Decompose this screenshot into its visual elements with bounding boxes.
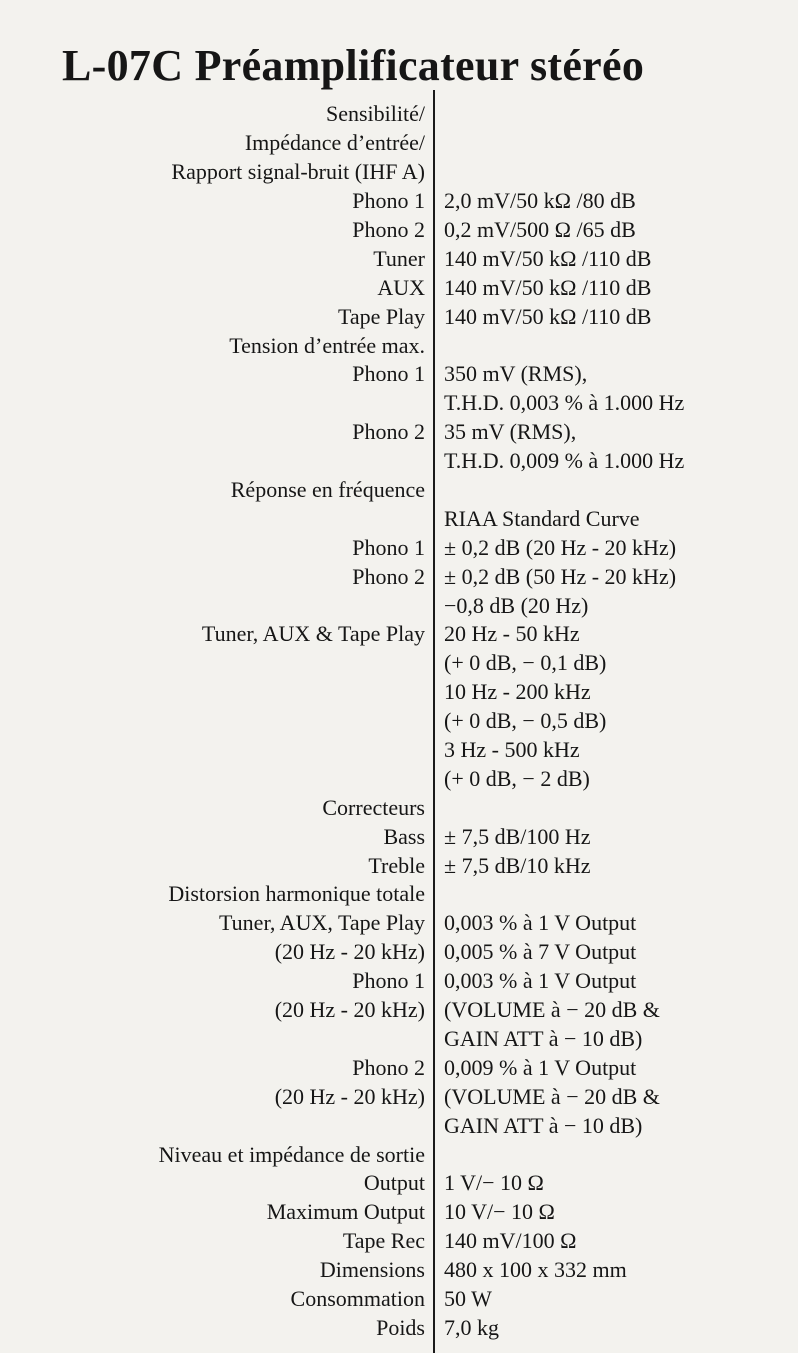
spec-value: 480 x 100 x 332 mm [444,1257,627,1283]
spec-value: 0,003 % à 1 V Output [444,910,637,936]
spec-label: Phono 1 [352,968,425,994]
spec-label: (20 Hz - 20 kHz) [274,939,425,965]
spec-value: 0,003 % à 1 V Output [444,968,637,994]
spec-row [0,129,798,158]
spec-value: 0,2 mV/500 Ω /65 dB [444,217,636,242]
spec-row [0,331,798,360]
spec-row [0,707,798,736]
spec-label: Distorsion harmonique totale [168,881,425,907]
spec-row [0,591,798,620]
spec-value: 7,0 kg [444,1314,499,1340]
spec-label: (20 Hz - 20 kHz) [274,997,425,1023]
spec-value: 10 Hz - 200 kHz [444,679,591,705]
spec-label: Tuner, AUX, Tape Play [219,910,425,936]
spec-row [0,938,798,967]
spec-row [0,360,798,389]
spec-row [0,1082,798,1111]
spec-label: Phono 1 [352,361,425,387]
spec-table [0,100,798,1342]
spec-row [0,996,798,1025]
spec-row [0,1053,798,1082]
spec-label: Bass [383,823,425,849]
spec-value: T.H.D. 0,003 % à 1.000 Hz [444,390,685,416]
spec-row [0,909,798,938]
spec-value: 140 mV/50 kΩ /110 dB [444,303,652,329]
spec-label: Phono 1 [352,534,425,560]
spec-value: 20 Hz - 50 kHz [444,621,580,647]
spec-label: (20 Hz - 20 kHz) [274,1083,425,1109]
spec-label: Tape Play [337,303,425,329]
spec-row [0,1111,798,1140]
spec-value: RIAA Standard Curve [444,505,640,531]
spec-row [0,822,798,851]
spec-value: 350 mV (RMS), [444,361,588,387]
spec-label: Rapport signal-bruit (IHF A) [171,159,425,185]
spec-value: T.H.D. 0,009 % à 1.000 Hz [444,448,685,474]
spec-value: ± 0,2 dB (20 Hz - 20 kHz) [444,534,677,560]
spec-value: 0,005 % à 7 V Output [444,939,637,965]
spec-value: 50 W [444,1285,492,1311]
spec-row [0,504,798,533]
spec-row [0,851,798,880]
spec-value: ± 7,5 dB/10 kHz [444,852,591,878]
spec-label: Sensibilité/ [326,101,425,127]
spec-label: Tuner [373,245,425,271]
spec-label: Output [363,1170,425,1196]
spec-row [0,418,798,447]
spec-value: 0,009 % à 1 V Output [444,1054,637,1080]
spec-label: Consommation [290,1285,425,1311]
spec-row [0,678,798,707]
spec-value: ± 7,5 dB/100 Hz [444,823,591,849]
spec-label: Phono 2 [352,1054,425,1080]
spec-row [0,216,798,245]
spec-row [0,273,798,302]
spec-row [0,1285,798,1314]
spec-row [0,1256,798,1285]
spec-row [0,620,798,649]
spec-label: Correcteurs [322,794,425,820]
spec-value: (VOLUME à − 20 dB & [444,997,660,1023]
spec-row [0,302,798,331]
spec-row [0,447,798,476]
spec-row [0,562,798,591]
spec-row [0,967,798,996]
spec-value: 1 V/− 10 Ω [444,1170,544,1196]
spec-row [0,880,798,909]
spec-label: AUX [377,274,425,300]
spec-row [0,1169,798,1198]
spec-value: 140 mV/100 Ω [444,1228,577,1254]
spec-label: Phono 1 [352,188,425,214]
spec-label: Tuner, AUX & Tape Play [201,621,425,647]
spec-row [0,476,798,505]
spec-row [0,649,798,678]
spec-label: Phono 2 [352,419,425,445]
spec-value: 35 mV (RMS), [444,419,577,445]
spec-row [0,1313,798,1342]
spec-row [0,736,798,765]
spec-label: Phono 2 [352,217,425,242]
spec-value: 10 V/− 10 Ω [444,1199,555,1225]
spec-row [0,100,798,129]
spec-row [0,158,798,187]
spec-value: GAIN ATT à − 10 dB) [444,1025,643,1051]
spec-label: Treble [368,852,425,878]
spec-value: (VOLUME à − 20 dB & [444,1083,660,1109]
spec-value: (+ 0 dB, − 0,5 dB) [444,708,607,734]
spec-row [0,793,798,822]
spec-label: Phono 2 [352,563,425,589]
spec-row [0,1025,798,1054]
spec-value: 2,0 mV/50 kΩ /80 dB [444,188,636,214]
spec-label: Tension d’entrée max. [229,332,425,358]
spec-label: Poids [376,1314,425,1340]
spec-row [0,533,798,562]
spec-label: Réponse en fréquence [230,477,425,503]
spec-row [0,764,798,793]
spec-row [0,1198,798,1227]
spec-value: −0,8 dB (20 Hz) [444,592,589,618]
spec-label: Tape Rec [342,1228,425,1254]
spec-value: 140 mV/50 kΩ /110 dB [444,245,652,271]
spec-row [0,1140,798,1169]
spec-value: 3 Hz - 500 kHz [444,737,580,763]
spec-row [0,187,798,216]
spec-value: (+ 0 dB, − 0,1 dB) [444,650,607,676]
spec-label: Maximum Output [266,1199,425,1225]
page-title: L-07C Préamplificateur stéréo [62,41,645,90]
spec-row [0,1227,798,1256]
spec-label: Impédance d’entrée/ [244,130,425,156]
spec-row [0,389,798,418]
spec-label: Niveau et impédance de sortie [158,1141,425,1167]
spec-label: Dimensions [319,1257,425,1283]
spec-value: ± 0,2 dB (50 Hz - 20 kHz) [444,563,677,589]
spec-value: (+ 0 dB, − 2 dB) [444,765,590,791]
spec-value: GAIN ATT à − 10 dB) [444,1112,643,1138]
spec-value: 140 mV/50 kΩ /110 dB [444,274,652,300]
spec-row [0,244,798,273]
